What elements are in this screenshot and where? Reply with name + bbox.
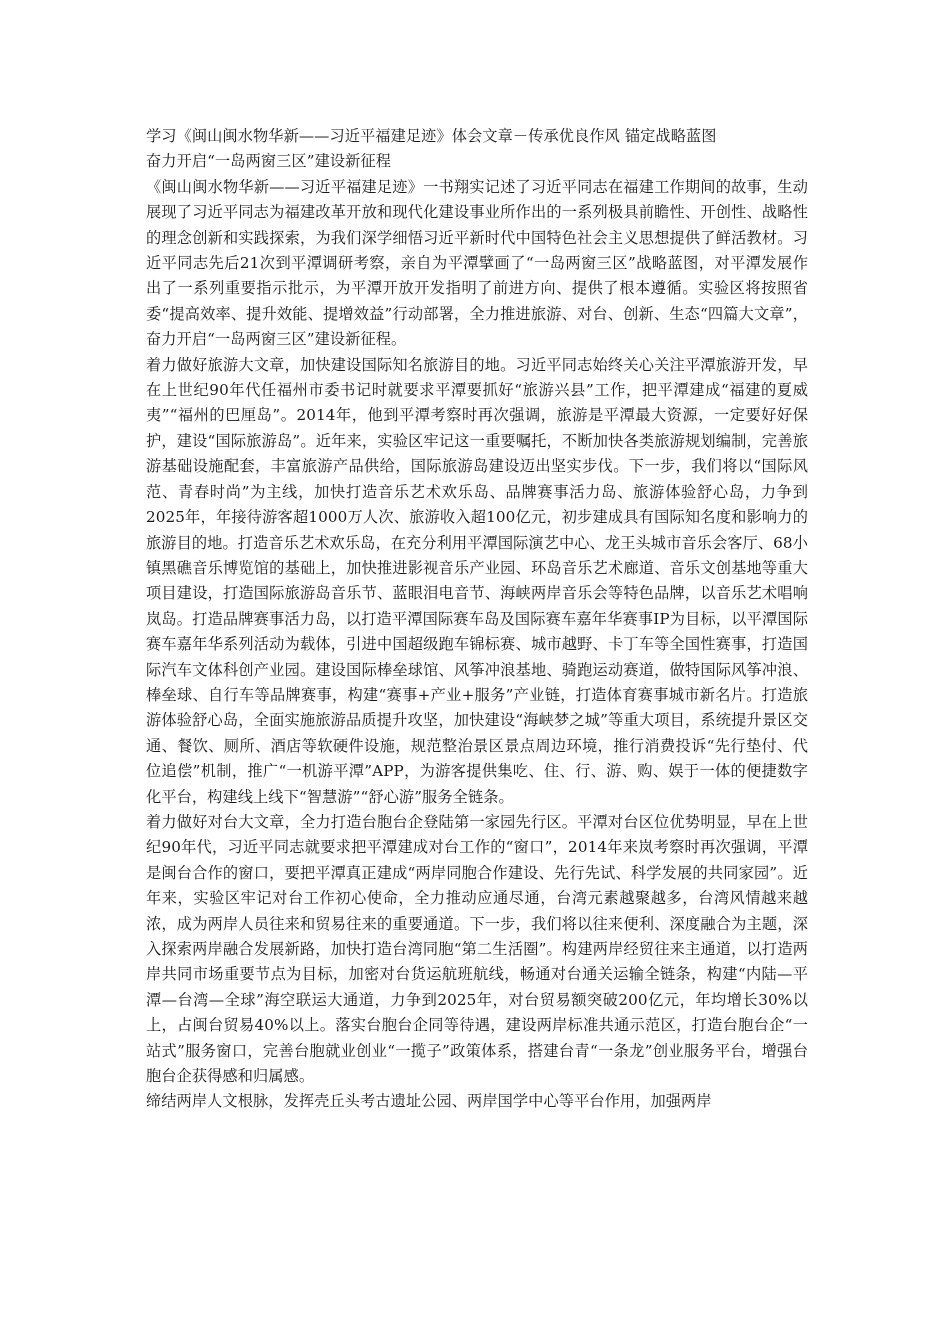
document-title-line-1: 学习《闽山闽水物华新——习近平福建足迹》体会文章－传承优良作风 锚定战略蓝图 — [146, 127, 717, 145]
paragraph-taiwan: 着力做好对台大文章，全力打造台胞台企登陆第一家园先行区。平潭对台区位优势明显，早在上世纪90年代，习近平同志就要求把平潭建成对台工作的“窗口”，2014年来岚考察时再次强调，平潭是闽台合作的窗口，要把平潭真正建成“两岸同胞合作建设、先行先试、科学发展的共同家园”。近年来，实验区牢记对台工作初心使命，全力推动应通尽通，台湾元素越聚越多，台湾风情越来越浓，成为两岸人员往来和贸易往来的重要通道。下一步，我们将以往来便利、深度融合为主题，深入探索两岸融合发展新路，加快打造台湾同胞“第二生活圈”。构建两岸经贸往来主通道，以打造两岸共同市场重要节点为目标，加密对台货运航班航线，畅通对台通关运输全链条，构建“内陆—平潭—台湾—全球”海空联运大通道，力争到2025年，对台贸易额突破200亿元，年均增长30%以上，占闽台贸易40%以上。落实台胞台企同等待遇，建设两岸标准共通示范区，打造台胞台企“一站式”服务窗口，完善台胞就业创业“一揽子”政策体系，搭建台青“一条龙”创业服务平台，增强台胞台企获得感和归属感。 — [146, 812, 808, 1086]
paragraph-intro: 《闽山闽水物华新——习近平福建足迹》一书翔实记述了习近平同志在福建工作期间的故事，生动展现了习近平同志为福建改革开放和现代化建设事业所作出的一系列极具前瞻性、开创性、战略性的理念创新和实践探索，为我们深学细悟习近平新时代中国特色社会主义思想提供了鲜活教材。习近平同志先后21次到平潭调研考察，亲自为平潭擘画了“一岛两窗三区”战略蓝图，对平潭发展作出了一系列重要指示批示，为平潭开放开发指明了前进方向、提供了根本遵循。实验区将按照省委“提高效率、提升效能、提增效益”行动部署，全力推进旅游、对台、创新、生态“四篇大文章”，奋力开启“一岛两窗三区”建设新征程。 — [146, 177, 808, 349]
document-body — [146, 124, 808, 1115]
paragraph-culture: 缔结两岸人文根脉，发挥壳丘头考古遗址公园、两岸国学中心等平台作用，加强两岸 — [146, 1092, 712, 1111]
document-title-line-2: 奋力开启“一岛两窗三区”建设新征程 — [146, 152, 392, 171]
paragraph-tourism: 着力做好旅游大文章，加快建设国际知名旅游目的地。习近平同志始终关心关注平潭旅游开发，早在上世纪90年代任福州市委书记时就要求平潭要抓好“旅游兴县”工作，把平潭建成“福建的夏威夷”“福州的巴厘岛”。2014年，他到平潭考察时再次强调，旅游是平潭最大资源，一定要好好保护，建设“国际旅游岛”。近年来，实验区牢记这一重要嘱托，不断加快各类旅游规划编制，完善旅游基础设施配套，丰富旅游产品供给，国际旅游岛建设迈出坚实步伐。下一步，我们将以“国际风范、青春时尚”为主线，加快打造音乐艺术欢乐岛、品牌赛事活力岛、旅游体验舒心岛，力争到2025年，年接待游客超1000万人次、旅游收入超100亿元，初步建成具有国际知名度和影响力的旅游目的地。打造音乐艺术欢乐岛，在充分利用平潭国际演艺中心、龙王头城市音乐会客厅、68小镇黑礁音乐博览馆的基础上，加快推进影视音乐产业园、环岛音乐艺术廊道、音乐文创基地等重大项目建设，打造国际旅游岛音乐节、蓝眼泪电音节、海峡两岸音乐会等特色品牌，以音乐艺术唱响岚岛。打造品牌赛事活力岛，以打造平潭国际赛车岛及国际赛车嘉年华赛事IP为目标，以平潭国际赛车嘉年华系列活动为载体，引进中国超级跑车锦标赛、城市越野、卡丁车等全国性赛事，打造国际汽车文体科创产业园。建设国际棒垒球馆、风筝冲浪基地、骑跑运动赛道，做特国际风筝冲浪、棒垒球、自行车等品牌赛事，构建“赛事+产业+服务”产业链，打造体育赛事城市新名片。打造旅游体验舒心岛，全面实施旅游品质提升攻坚，加快建设“海峡梦之城”等重大项目，系统提升景区交通、餐饮、厕所、酒店等软硬件设施，规范整治景区景点周边环境，推行消费投诉“先行垫付、代位追偿”机制，推广“一机游平潭”APP，为游客提供集吃、住、行、游、购、娱于一体的便捷数字化平台，构建线上线下“智慧游”“舒心游”服务全链条。 — [146, 355, 808, 806]
